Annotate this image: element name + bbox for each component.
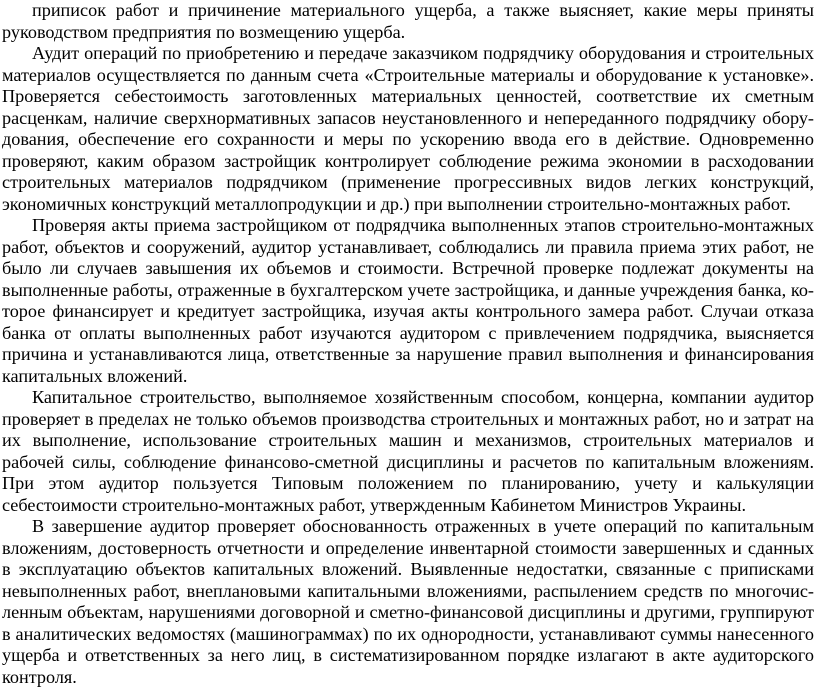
paragraph-capital-construction: Капитальное строительство, выполняемое хозяйственным способом, концерна, компании аудитор проверяет в пределах не только объемов производства строительных и монтажных работ, но и затрат на их выполнение, использование строительных машин и механизмов, строительных материалов и рабочей силы, соблюдение финансово-сметной дисциплины и расчетов по капитальным вложениям. При этом аудитор пользуется Типовым положением по планированию, учету и калькуляции себестоимости строительно-монтажных работ, утвержденным Кабинетом Министров Украины. [2, 387, 814, 515]
paragraph-acceptance-acts: Проверяя акты приема застройщиком от подрядчика выполненных этапов строительно-монтажных работ, объектов и сооружений, аудитор устанавливает, соблюдались ли правила приема этих работ, не было ли случаев завышения их объемов и стоимости. Встречной проверке подлежат документы на выполненные работы, отраженные в бухгалтерском учете застройщика, и данные учреждения банка, ко-торое финансирует и кредитует застройщика, изучая акты контрольного замера работ. Случаи отказа банка от оплаты выполненных работ изучаются аудитором с привлечением подрядчика, выясняется причина и устанавливаются лица, ответственные за нарушение правил выполнения и финансирования капитальных вложений. [2, 215, 814, 386]
paragraph-equipment-audit: Аудит операций по приобретению и передаче заказчиком подрядчику оборудования и строительных материалов осуществляется по данным счета «Строительные материалы и оборудование к установке». Проверяется себестоимость заготовленных материальных ценностей, соответствие их сметным расценкам, наличие сверхнормативных запасов неустановленного и непереданного подрядчику обору-дования, обеспечение его сохранности и меры по ускорению ввода его в действие. Одновременно проверяют, каким образом застройщик контролирует соблюдение режима экономии в расходовании строительных материалов подрядчиком (применение прогрессивных видов легких конструкций, экономичных конструкций металлопродукции и др.) при выполнении строительно-монтажных работ. [2, 43, 814, 214]
paragraph-conclusion: В завершение аудитор проверяет обоснованность отраженных в учете операций по капитальным вложениям, достоверность отчетности и определение инвентарной стоимости завершенных и сданных в эксплуатацию объектов капитальных вложений. Выявленные недостатки, связанные с приписками невыполненных работ, внеплановыми капитальными вложениями, распылением средств по многочис-ленным объектам, нарушениями договорной и сметно-финансовой дисциплины и другими, группируют в аналитических ведомостях (машинограммах) по их однородности, устанавливают суммы нанесенного ущерба и ответственных за него лиц, в систематизированном порядке излагают в акте аудиторского контроля. [2, 516, 814, 687]
paragraph-continuation: приписок работ и причинение материального ущерба, а также выясняет, какие меры приняты руководством предприятия по возмещению ущерба. [2, 0, 814, 42]
